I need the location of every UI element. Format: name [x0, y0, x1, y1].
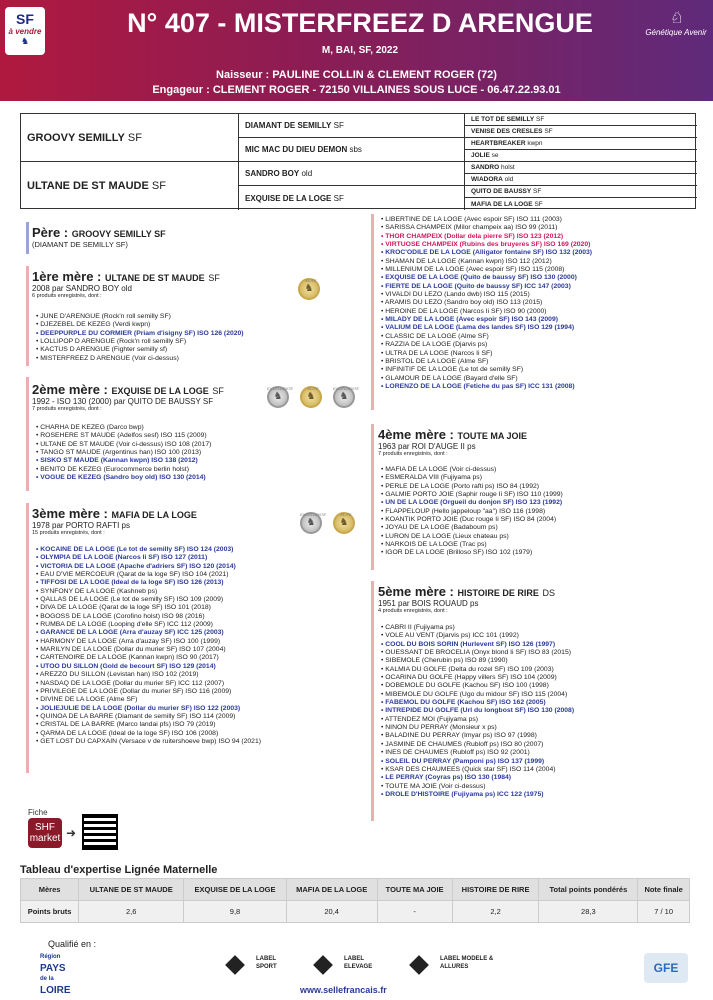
list-item: • LIBERTINE DE LA LOGE (Avec espoir SF) ISO 111 (2003): [381, 216, 562, 223]
label-modele-allures: LABEL MODELE & ALLURES: [440, 956, 494, 970]
list-item: • LE PERRAY (Coyras ps) ISO 130 (1984): [381, 774, 512, 782]
pedigree-g4: JOLIE se: [465, 150, 697, 162]
table-cell: 2,6: [79, 901, 184, 923]
list-item: • FIERTE DE LA LOGE (Quito de baussy SF) ICC 147 (2003): [381, 282, 571, 290]
expertise-table-title: Tableau d'expertise Lignée Maternelle: [20, 864, 218, 876]
table-cell: Points bruts: [21, 901, 79, 923]
table-header-cell: TOUTE MA JOIE: [377, 879, 452, 901]
list-item: • KACTUS D ARENGUE (Fighter semilly sf): [36, 346, 168, 354]
list-item: • MILLENIUM DE LA LOGE (Avec espoir SF) ISO 115 (2008): [381, 266, 565, 274]
pedigree-dam: ULTANE DE ST MAUDE SF: [21, 162, 239, 210]
elite-badge-icon: ELITE ♞: [333, 512, 355, 534]
engager-line: Engageur : CLEMENT ROGER - 72150 VILLAINES SOUS LUCE - 06.47.22.93.01: [152, 84, 561, 96]
table-cell: 20,4: [286, 901, 377, 923]
list-item: • RAZZIA DE LA LOGE (Djarvis ps): [381, 341, 488, 349]
table-cell: 2,2: [452, 901, 539, 923]
label-sport-icon: [225, 955, 245, 975]
list-item: • VICTORIA DE LA LOGE (Apache d'adriers SF) ISO 120 (2014): [36, 562, 236, 570]
logo-subtext: à vendre: [8, 27, 42, 36]
pedigree-gs2: MIC MAC DU DIEU DEMON sbs: [239, 138, 465, 162]
horse-icon: ♞: [20, 36, 30, 46]
mere3-count: 15 produits enregistrés, dont :: [32, 530, 105, 536]
list-item: • GET LOST DU CAPXAIN (Versace v de ruitershoeve bwp) ISO 94 (2021): [36, 737, 262, 745]
list-item: • SARISSA CHAMPEIX (Milor champeix aa) ISO 99 (2011): [381, 224, 558, 232]
list-item: • KALMIA DU GOLFE (Delta du rozel SF) ISO 109 (2003): [381, 665, 554, 673]
list-item: • TANGO ST MAUDE (Argentinus han) ISO 100 (2013): [36, 449, 202, 457]
mere1-line: 2008 par SANDRO BOY old: [32, 284, 132, 293]
table-header-cell: Mères: [21, 879, 79, 901]
list-item: • JOLIEJULIE DE LA LOGE (Dollar du murier SF) ISO 122 (2003): [36, 704, 241, 712]
list-item: • DIVA DE LA LOGE (Qarat de la loge SF) ISO 101 (2018): [36, 604, 211, 612]
mere1-list: [36, 313, 244, 363]
list-item: • TOUTE MA JOIE (Voir ci-dessus): [381, 782, 486, 790]
pedigree-sire: GROOVY SEMILLY SF: [21, 114, 239, 162]
list-item: • COOL DU BOIS SORIN (Hurlevent SF) ISO 126 (1997): [381, 640, 556, 648]
list-item: • BENITO DE KEZEG (Eurocommerce berlin holst): [36, 465, 189, 473]
list-item: • VOGUE DE KEZEG (Sandro boy old) ISO 130 (2014): [36, 474, 206, 482]
table-header-cell: ULTANE DE ST MAUDE: [79, 879, 184, 901]
label-modele-allures-icon: [409, 955, 429, 975]
list-item: • DIVINE DE LA LOGE (Alme SF): [36, 696, 138, 704]
list-item: • ATTENDEZ MOI (Fujiyama ps): [381, 715, 479, 723]
gfe-logo: GFE: [644, 953, 688, 983]
sf-a-vendre-logo: [5, 7, 45, 55]
list-item: • CARTENOIRE DE LA LOGE (Kannan kwpn) ISO 90 (2017): [36, 654, 219, 662]
list-item: • BOGOSS DE LA LOGE (Corofino holst) ISO 98 (2016): [36, 612, 205, 620]
mere1-bar: [26, 266, 29, 366]
mere4-line: 1963 par ROI D'AUGE II ps: [378, 442, 476, 451]
list-item: • SOLEIL DU PERRAY (Pamponi ps) ISO 137 (1999): [381, 757, 545, 765]
table-header-row: [21, 879, 690, 901]
list-item: • SIBEMOLE (Cherubin ps) ISO 89 (1990): [381, 657, 508, 665]
list-item: • ROSEHERE ST MAUDE (Adelfos sesf) ISO 115 (2009): [36, 432, 207, 440]
list-item: • PRIVILEGE DE LA LOGE (Dollar du murier SF) ISO 116 (2009): [36, 687, 232, 695]
table-header-cell: HISTOIRE DE RIRE: [452, 879, 539, 901]
pedigree-g6: WIADORA old: [465, 174, 697, 186]
table-cell: 9,8: [184, 901, 287, 923]
table-cell: 7 / 10: [638, 901, 690, 923]
mere4-count: 7 produits enregistrés, dont :: [378, 451, 448, 457]
list-item: • CHARHA DE KEZEG (Darco bwp): [36, 424, 144, 431]
list-item: • ARAMIS DU LEZO (Sandro boy old) ISO 113 (2015): [381, 299, 543, 307]
list-item: • CLASSIC DE LA LOGE (Alme SF): [381, 332, 489, 340]
mere5-count: 4 produits enregistrés, dont :: [378, 608, 448, 614]
mere2-count: 7 produits enregistrés, dont :: [32, 406, 102, 412]
mere4-bar: [371, 424, 374, 570]
arrow-right-icon: ➜: [66, 826, 77, 840]
list-item: • QUINOA DE LA BARRE (Diamant de semilly SF) ISO 114 (2009): [36, 712, 236, 720]
list-item: • FLAPPELOUP (Hello jappeloup "aa") ISO 116 (1998): [381, 507, 546, 515]
mere5-list: [381, 624, 574, 799]
table-header-cell: EXQUISE DE LA LOGE: [184, 879, 287, 901]
table-header-cell: Note finale: [638, 879, 690, 901]
mere5-bar: [371, 581, 374, 821]
mere4-section: 4ème mère : TOUTE MA JOIE 1963 par ROI D'AUGE II ps 7 produits enregistrés, dont :: [378, 427, 698, 457]
mere3-section: 3ème mère : MAFIA DE LA LOGE 1978 par PORTO RAFTI ps 15 produits enregistrés, dont :: [32, 506, 362, 536]
list-item: • FABEMOL DU GOLFE (Kachou SF) ISO 162 (2005): [381, 699, 546, 707]
list-item: • ULTANE DE ST MAUDE (Voir ci-dessus) ISO 108 (2017): [36, 440, 212, 448]
list-item: • EAU D'VIE MERCOEUR (Qarat de la loge SF) ISO 104 (2021): [36, 571, 229, 579]
mere2-section: 2ème mère : EXQUISE DE LA LOGE SF 1992 - ISO 130 (2000) par QUITO DE BAUSSY SF 7 produits enregistrés, dont :: [32, 382, 362, 412]
list-item: • OUESSANT DE BROCELIA (Onyx blond Ii SF) ISO 83 (2015): [381, 649, 571, 657]
list-item: • CABRI II (Fujiyama ps): [381, 624, 455, 631]
list-item: • VOLE AU VENT (Djarvis ps) ICC 101 (1992): [381, 632, 519, 640]
list-item: • HARMONY DE LA LOGE (Arra d'auzay SF) ISO 100 (1999): [36, 637, 221, 645]
pere-line: (DIAMANT DE SEMILLY SF): [32, 240, 128, 249]
list-item: • ULTRA DE LA LOGE (Narcos Ii SF): [381, 349, 493, 357]
list-item: • TIFFOSI DE LA LOGE (Ideal de la loge SF) ISO 126 (2013): [36, 579, 224, 587]
list-item: • MARILYN DE LA LOGE (Dollar du murier SF) ISO 107 (2004): [36, 646, 226, 654]
list-item: • KROC'ODILE DE LA LOGE (Alligator fontaine SF) ISO 132 (2003): [381, 249, 593, 257]
right-top-list: [381, 216, 592, 391]
list-item: • LOLLIPOP D ARENGUE (Rock'n roll semilly SF): [36, 338, 187, 346]
list-item: • MAFIA DE LA LOGE (Voir ci-dessus): [381, 466, 497, 473]
table-header-cell: Total points pondérés: [539, 879, 638, 901]
list-item: • ESMERALDA VIII (Fujiyama ps): [381, 474, 482, 482]
list-item: • EXQUISE DE LA LOGE (Quito de baussy SF) ISO 130 (2000): [381, 274, 577, 282]
mere5-line: 1951 par BOIS ROUAUD ps: [378, 599, 479, 608]
list-item: • NINON DU PERRAY (Monsieur x ps): [381, 724, 497, 732]
pedigree-g3: HEARTBREAKER kwpn: [465, 138, 697, 150]
list-item: • QARMA DE LA LOGE (Ideal de la loge SF) ISO 106 (2008): [36, 729, 219, 737]
list-item: • INTREPIDE DU GOLFE (Url du longbost SF) ISO 130 (2008): [381, 707, 575, 715]
mere5-section: 5ème mère : HISTOIRE DE RIRE DS 1951 par BOIS ROUAUD ps 4 produits enregistrés, dont :: [378, 584, 698, 614]
list-item: • DEEPPURPLE DU CORMIER (Priam d'isigny SF) ISO 126 (2020): [36, 329, 244, 337]
list-item: • DROLE D'HISTOIRE (Fujiyama ps) ICC 122 (1975): [381, 790, 544, 798]
list-item: • PERLE DE LA LOGE (Porto rafti ps) ISO 84 (1992): [381, 482, 540, 490]
mere4-list: [381, 466, 563, 558]
list-item: • KOANTIK PORTO JOIE (Duc rouge Ii SF) ISO 84 (2004): [381, 516, 557, 524]
table-cell: 28,3: [539, 901, 638, 923]
mere1-section: 1ère mère : ULTANE DE ST MAUDE SF 2008 par SANDRO BOY old 6 produits enregistrés, dont :: [32, 269, 362, 299]
list-item: • JASMINE DE CHAUMES (Rubloff ps) ISO 80 (2007): [381, 740, 544, 748]
list-item: • DOBEMOLE DU GOLFE (Kachou SF) ISO 100 (1998): [381, 682, 549, 690]
excellente-badge-icon: EXCELLENTE ♞: [267, 386, 289, 408]
fiche-label: Fiche: [28, 808, 48, 817]
list-item: • AREZZO DU SILLON (Levistan han) ISO 102 (2019): [36, 671, 199, 679]
right-top-bar: [371, 214, 374, 410]
list-item: • OLYMPIA DE LA LOGE (Narcos Ii SF) ISO 127 (2011): [36, 554, 208, 562]
list-item: • VALIUM DE LA LOGE (Lama des landes SF) ISO 129 (1994): [381, 324, 575, 332]
mere2-line: 1992 - ISO 130 (2000) par QUITO DE BAUSSY SF: [32, 397, 214, 406]
breeder-line: Naisseur : PAULINE COLLIN & CLEMENT ROGER (72): [216, 69, 497, 81]
excellente-badge-icon: EXCELLENTE ♞: [300, 512, 322, 534]
list-item: • BALADINE DU PERRAY (Imyar ps) ISO 97 (1998): [381, 732, 537, 740]
qualifie-label: Qualifié en :: [48, 939, 97, 949]
list-item: • CRISTAL DE LA BARRE (Marco landai pfs) ISO 79 (2019): [36, 721, 216, 729]
mere3-list: [36, 546, 261, 746]
mere3-bar: [26, 503, 29, 773]
list-item: • MIBEMOLE DU GOLFE (Ugo du midour SF) ISO 115 (2004): [381, 690, 568, 698]
mere2-bar: [26, 377, 29, 491]
label-sport: LABEL SPORT: [256, 956, 277, 970]
list-item: • BRISTOL DE LA LOGE (Alme SF): [381, 357, 489, 365]
table-header-cell: MAFIA DE LA LOGE: [286, 879, 377, 901]
expertise-table: [20, 878, 690, 923]
list-item: • IGOR DE LA LOGE (Brilloso SF) ISO 102 (1979): [381, 549, 533, 557]
label-elevage-icon: [313, 955, 333, 975]
list-item: • JOYAU DE LA LOGE (Badaboum ps): [381, 524, 498, 532]
list-item: • KOCAINE DE LA LOGE (Le tot de semilly SF) ISO 124 (2003): [36, 546, 234, 553]
page-subtitle: M, BAI, SF, 2022: [321, 45, 399, 56]
shf-market-logo[interactable]: SHF market: [28, 818, 62, 848]
pedigree-gs4: EXQUISE DE LA LOGE SF: [239, 186, 465, 210]
pedigree-g7: QUITO DE BAUSSY SF: [465, 186, 697, 198]
label-elevage: LABEL ELEVAGE: [344, 956, 373, 970]
list-item: • SHAMAN DE LA LOGE (Kannan kwpn) ISO 112 (2012): [381, 257, 552, 265]
list-item: • SISKO ST MAUDE (Kannan kwpn) ISO 138 (2012): [36, 457, 198, 465]
horse-head-icon: ♘: [668, 10, 684, 27]
pedigree-table: [20, 113, 696, 209]
list-item: • VIRTUOSE CHAMPEIX (Rubins des bruyeres SF) ISO 169 (2020): [381, 241, 591, 249]
list-item: • NARKOIS DE LA LOGE (Trac ps): [381, 541, 487, 549]
elite-badge-icon: ELITE ♞: [300, 386, 322, 408]
mere3-line: 1978 par PORTO RAFTI ps: [32, 521, 130, 530]
website-link[interactable]: www.sellefrancais.fr: [300, 985, 387, 995]
qr-code[interactable]: [82, 814, 118, 850]
list-item: • GALMIE PORTO JOIE (Saphir rouge Ii SF) ISO 110 (1999): [381, 491, 563, 499]
elite-badge-icon: ELITE ♞: [298, 278, 320, 300]
list-item: • MILADY DE LA LOGE (Avec espoir SF) ISO 143 (2009): [381, 316, 559, 324]
list-item: • INFINITIF DE LA LOGE (Le tot de semilly SF): [381, 366, 524, 374]
list-item: • GLAMOUR DE LA LOGE (Bayard d'elle SF): [381, 374, 518, 382]
list-item: • HEROINE DE LA LOGE (Narcos Ii SF) ISO 90 (2000): [381, 307, 547, 315]
pedigree-g5: SANDRO holst: [465, 162, 697, 174]
logo-right-text: Génétique Avenir: [645, 28, 707, 37]
list-item: • LURON DE LA LOGE (Lieux chateau ps): [381, 532, 509, 540]
list-item: • SYNFONY DE LA LOGE (Kashneb ps): [36, 587, 158, 595]
list-item: • QALLAS DE LA LOGE (Le tot de semilly SF) ISO 109 (2009): [36, 596, 224, 604]
pere-section: Père : GROOVY SEMILLY SF (DIAMANT DE SEMILLY SF): [32, 225, 166, 249]
list-item: • DJEZEBEL DE KEZEG (Verdi kwpn): [36, 321, 151, 329]
list-item: • JUNE D'ARENGUE (Rock'n roll semilly SF): [36, 313, 171, 320]
mere2-list: [36, 424, 211, 482]
mere1-count: 6 produits enregistrés, dont :: [32, 293, 102, 299]
list-item: • GARANCE DE LA LOGE (Arra d'auzay SF) ICC 125 (2003): [36, 629, 224, 637]
page-title: N° 407 - MISTERFREEZ D ARENGUE: [127, 8, 593, 38]
logo-text: SF: [16, 11, 34, 27]
table-row: [21, 901, 690, 923]
pedigree-g8: MAFIA DE LA LOGE SF: [471, 200, 543, 208]
genetique-avenir-logo: [645, 8, 707, 44]
region-pays-de-la-loire-logo: Région PAYS de la LOIRE: [40, 954, 71, 996]
pedigree-gs1: DIAMANT DE SEMILLY SF: [239, 114, 465, 138]
list-item: • KSAR DES CHAUMEES (Quick star SF) ISO 114 (2004): [381, 765, 556, 773]
pedigree-g2: VENISE DES CRESLES SF: [465, 126, 697, 138]
list-item: • THOR CHAMPEIX (Dollar dela pierre SF) ISO 123 (2012): [381, 232, 564, 240]
list-item: • NASDAQ DE LA LOGE (Dollar du murier SF) ICC 112 (2007): [36, 679, 225, 687]
list-item: • UN DE LA LOGE (Orgueil du donjon SF) ISO 123 (1992): [381, 499, 563, 507]
pere-bar: [26, 222, 29, 254]
pedigree-gs3: SANDRO BOY old: [239, 162, 465, 186]
list-item: • MISTERFREEZ D ARENGUE (Voir ci-dessus): [36, 354, 179, 362]
list-item: • OCARINA DU GOLFE (Happy villers SF) ISO 104 (2009): [381, 674, 557, 682]
excellente-badge-icon: EXCELLENTE ♞: [333, 386, 355, 408]
list-item: • INES DE CHAUMES (Rubloff ps) ISO 92 (2001): [381, 749, 530, 757]
list-item: • LORENZO DE LA LOGE (Fetiche du pas SF) ICC 131 (2008): [381, 382, 575, 390]
list-item: • UTOO DU SILLON (Gold de becourt SF) ISO 129 (2014): [36, 662, 216, 670]
list-item: • VIVALDI DU LEZO (Lando dwb) ISO 115 (2015): [381, 291, 530, 299]
pedigree-g1: LE TOT DE SEMILLY SF: [465, 114, 697, 126]
table-cell: -: [377, 901, 452, 923]
header-banner: [0, 0, 713, 101]
list-item: • RUMBA DE LA LOGE (Looping d'elle SF) ICC 112 (2009): [36, 621, 213, 629]
